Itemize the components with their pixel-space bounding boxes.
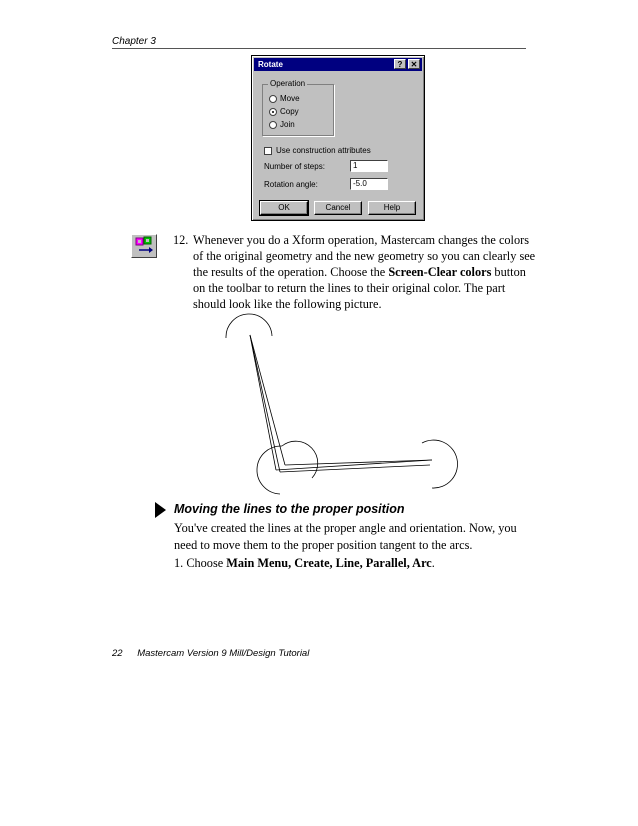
step-12-bold: Screen-Clear colors (388, 265, 492, 279)
part-figure (210, 308, 470, 498)
header-rule (112, 48, 526, 49)
help-question-button[interactable]: ? (394, 59, 406, 69)
close-button[interactable]: ✕ (408, 59, 420, 69)
steps-label: Number of steps: (264, 162, 325, 171)
angle-label: Rotation angle: (264, 180, 318, 189)
line-b (250, 335, 285, 465)
step-1-number: 1. (174, 556, 184, 570)
screen-clear-colors-icon-svg (132, 235, 156, 257)
chapter-header: Chapter 3 (112, 36, 156, 47)
step-1-text-b: . (431, 556, 435, 570)
top-arc (226, 314, 272, 338)
line-a (250, 335, 276, 470)
rotate-dialog (251, 55, 425, 221)
step-1-text-a: Choose (186, 556, 227, 570)
radio-join-label: Join (280, 120, 295, 129)
construction-attributes-checkbox[interactable] (264, 147, 272, 155)
cancel-button[interactable]: Cancel (314, 201, 362, 215)
page-number: 22 (112, 648, 123, 659)
step-1-bold: Main Menu, Create, Line, Parallel, Arc (226, 556, 432, 570)
operation-group (262, 79, 334, 136)
operation-group-label: Operation (270, 79, 306, 88)
step-1 (174, 556, 435, 571)
dialog-title: Rotate (258, 60, 283, 69)
steps-input[interactable]: 1 (350, 160, 388, 172)
radio-move-label: Move (280, 94, 300, 103)
section-title: Moving the lines to the proper position (174, 502, 405, 516)
radio-copy-label: Copy (280, 107, 299, 116)
radio-join[interactable] (269, 120, 295, 129)
radio-join-circle[interactable] (269, 121, 277, 129)
radio-copy-circle[interactable] (269, 108, 277, 116)
section-text: You've created the lines at the proper angle and orientation. Now, you need to move them to the proper position tangent to the arcs. (174, 521, 517, 552)
dialog-titlebar (254, 58, 422, 71)
line-c (250, 335, 280, 472)
construction-attributes-checkbox-row[interactable] (264, 146, 371, 155)
footer-title: Mastercam Version 9 Mill/Design Tutorial (137, 648, 310, 659)
help-button[interactable]: Help (368, 201, 416, 215)
angle-input[interactable]: -5.0 (350, 178, 388, 190)
page-footer (112, 648, 309, 659)
screen-clear-colors-icon (131, 234, 157, 258)
radio-move[interactable] (269, 94, 300, 103)
right-arc (422, 440, 458, 488)
construction-attributes-label: Use construction attributes (276, 146, 371, 155)
ok-button[interactable]: OK (260, 201, 308, 215)
step-12-text (193, 232, 538, 312)
bottom-left-arc-2 (282, 441, 318, 478)
radio-move-circle[interactable] (269, 95, 277, 103)
radio-copy[interactable] (269, 107, 299, 116)
step-12-text-b: button on the toolbar to return the lines to their original color. The part should look like the following picture. (193, 265, 526, 311)
step-12-text-a: Whenever you do a Xform operation, Mastercam changes the colors of the original geometry and the new geometry so you can clearly see the results of the operation. Choose the (193, 233, 536, 279)
step-12-number: 12. (173, 233, 189, 247)
line-f (285, 460, 432, 465)
triangle-right-icon (155, 502, 166, 518)
step-12 (173, 232, 538, 312)
